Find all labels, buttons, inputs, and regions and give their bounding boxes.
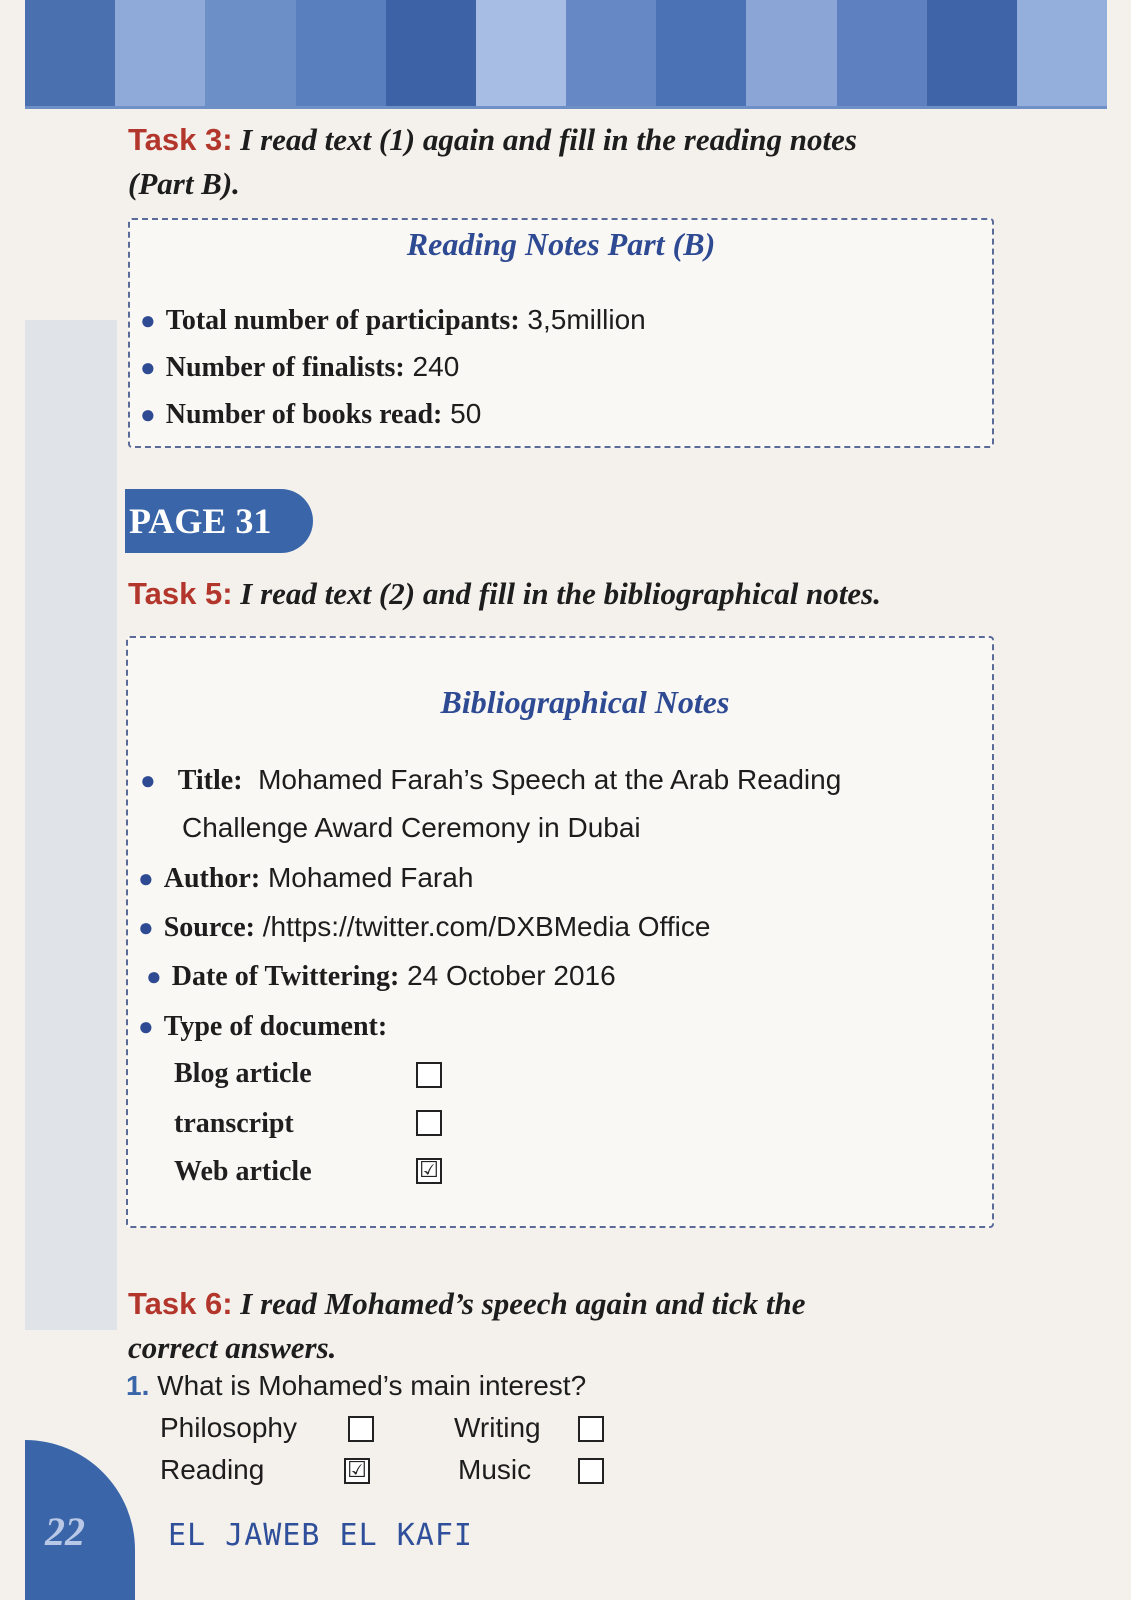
task5-label: Task 5: (128, 576, 233, 611)
bullet-icon: ● (138, 863, 154, 893)
banner-segment (927, 0, 1017, 106)
doc-type-web-checkbox[interactable]: ☑ (416, 1158, 442, 1184)
bullet-icon: ● (140, 399, 156, 429)
note-label: Number of books read: (165, 399, 443, 430)
doc-type-blog-checkbox[interactable] (416, 1062, 442, 1088)
footer-brand: EL JAWEB EL KAFI (168, 1518, 473, 1553)
answer-option-label: Reading (160, 1454, 265, 1485)
bullet-icon: ● (140, 765, 156, 795)
biblio-date-value: 24 October 2016 (399, 960, 616, 991)
banner-segment (25, 0, 115, 106)
banner-segment (205, 0, 295, 106)
biblio-doc-type-label: Type of document: (163, 1011, 388, 1042)
biblio-title-value-line1: Mohamed Farah’s Speech at the Arab Reading (258, 764, 842, 795)
banner-segment (115, 0, 205, 106)
reading-note-participants (140, 302, 646, 339)
doc-type-option-label: Web article (174, 1156, 312, 1187)
biblio-author-label: Author: (163, 863, 261, 894)
page-badge: PAGE 31 (125, 489, 313, 553)
biblio-title-label: Title: (177, 765, 243, 796)
task6-label: Task 6: (128, 1286, 233, 1321)
biblio-author-value: Mohamed Farah (260, 862, 474, 893)
reading-notes-title: Reading Notes Part (B) (406, 226, 716, 262)
banner-segment (837, 0, 927, 106)
bullet-icon: ● (138, 912, 154, 942)
note-value: 240 (404, 351, 460, 382)
reading-note-books (140, 396, 481, 433)
reading-note-finalists (140, 349, 459, 386)
biblio-source-label: Source: (163, 912, 255, 943)
bullet-icon: ● (140, 352, 156, 382)
task5-heading (128, 572, 881, 616)
biblio-date (146, 958, 616, 995)
question-number: 1. (126, 1370, 150, 1401)
answer-writing-checkbox[interactable] (578, 1416, 604, 1442)
biblio-source-value: /https://twitter.com/DXBMedia Office (254, 911, 711, 942)
biblio-date-label: Date of Twittering: (171, 961, 400, 992)
answer-music-checkbox[interactable] (578, 1458, 604, 1484)
doc-type-transcript-checkbox[interactable] (416, 1110, 442, 1136)
doc-type-option-label: transcript (174, 1108, 294, 1139)
bullet-icon: ● (140, 305, 156, 335)
bullet-icon: ● (138, 1011, 154, 1041)
task3-label: Task 3: (128, 122, 233, 157)
task6-text-line2: correct answers. (128, 1330, 337, 1365)
task6-heading (128, 1282, 805, 1370)
biblio-doc-type (138, 1008, 387, 1045)
banner-segment (746, 0, 836, 106)
reading-notes-box (128, 218, 994, 448)
note-label: Total number of participants: (165, 305, 520, 336)
answer-option-label: Writing (454, 1412, 541, 1443)
answer-philosophy-checkbox[interactable] (348, 1416, 374, 1442)
banner-segment (566, 0, 656, 106)
question-text: What is Mohamed’s main interest? (157, 1370, 587, 1401)
biblio-title: Bibliographical Notes (440, 684, 730, 720)
banner-segment (386, 0, 476, 106)
note-value: 50 (442, 398, 482, 429)
task3-text-line2: (Part B). (128, 166, 240, 201)
biblio-title-value-line2: Challenge Award Ceremony in Dubai (182, 812, 641, 843)
task3-text-line1: I read text (1) again and fill in the reading notes (240, 122, 857, 157)
question-1 (126, 1370, 586, 1402)
top-banner (25, 0, 1107, 109)
banner-segment (296, 0, 386, 106)
doc-type-option-label: Blog article (174, 1058, 312, 1089)
note-label: Number of finalists: (165, 352, 405, 383)
page-number: 22 (45, 1509, 85, 1554)
answer-option-label: Music (458, 1454, 532, 1485)
biblio-title-item (140, 762, 986, 799)
answer-reading-checkbox[interactable]: ☑ (344, 1458, 370, 1484)
task6-text-line1: I read Mohamed’s speech again and tick the (240, 1286, 806, 1321)
note-value: 3,5million (519, 304, 646, 335)
bibliographical-notes-box (126, 636, 994, 1228)
banner-segment (476, 0, 566, 106)
task5-text: I read text (2) and fill in the bibliographical notes. (240, 576, 881, 611)
answer-option-label: Philosophy (160, 1412, 297, 1443)
task3-heading (128, 118, 857, 206)
banner-segment (656, 0, 746, 106)
biblio-source (138, 909, 710, 946)
bullet-icon: ● (146, 961, 162, 991)
banner-segment (1017, 0, 1107, 106)
side-strip (25, 320, 117, 1330)
biblio-author (138, 860, 473, 897)
